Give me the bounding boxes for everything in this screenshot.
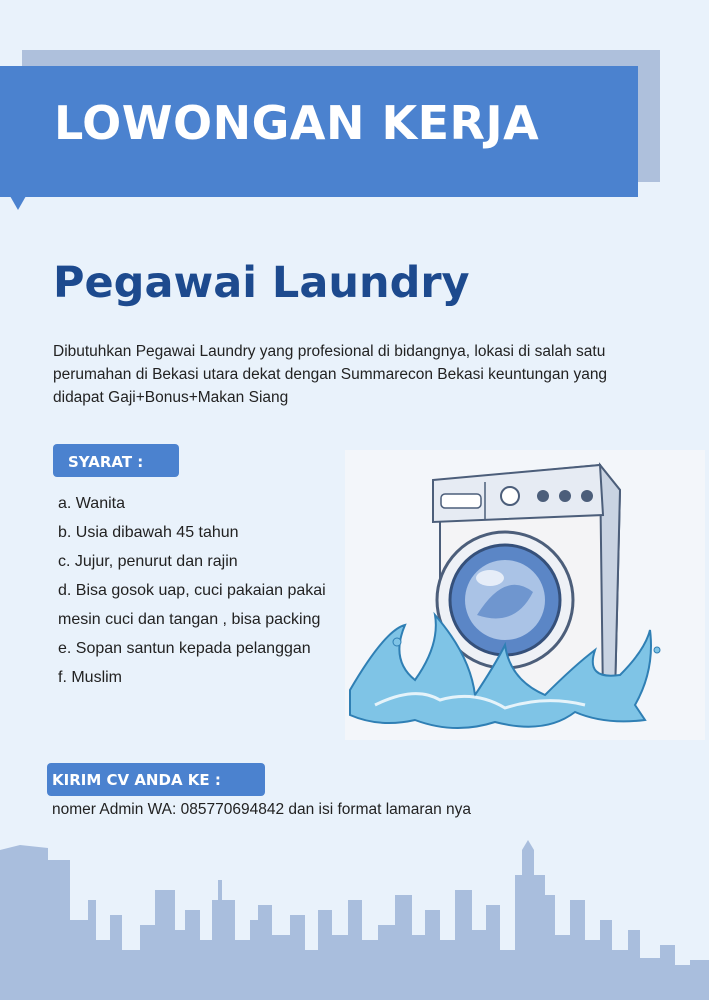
list-item: f. Muslim: [58, 669, 122, 686]
list-item: a. Wanita: [58, 495, 125, 512]
contact-text: nomer Admin WA: 085770694842 dan isi format lamaran nya: [52, 801, 472, 818]
contact-heading: KIRIM CV ANDA KE :: [47, 763, 265, 796]
banner-tail: [10, 196, 26, 210]
city-skyline: [0, 840, 709, 1000]
job-description: Dibutuhkan Pegawai Laundry yang profesional di bidangnya, lokasi di salah satu perumahan di Bekasi utara dekat dengan Summarecon Bekasi keuntungan yang didapat Gaji+Bonus+Makan Siang: [53, 343, 608, 406]
requirements-heading: SYARAT :: [53, 444, 179, 477]
list-item: c. Jujur, penurut dan rajin: [58, 553, 238, 570]
job-title: Pegawai Laundry: [53, 258, 470, 308]
requirements-list: [58, 489, 343, 692]
washing-machine-illustration: [345, 450, 705, 740]
list-item: e. Sopan santun kepada pelanggan: [58, 640, 311, 657]
banner-title: LOWONGAN KERJA: [54, 96, 540, 150]
list-item: d. Bisa gosok uap, cuci pakaian pakai mesin cuci dan tangan , bisa packing: [58, 582, 326, 628]
list-item: b. Usia dibawah 45 tahun: [58, 524, 239, 541]
